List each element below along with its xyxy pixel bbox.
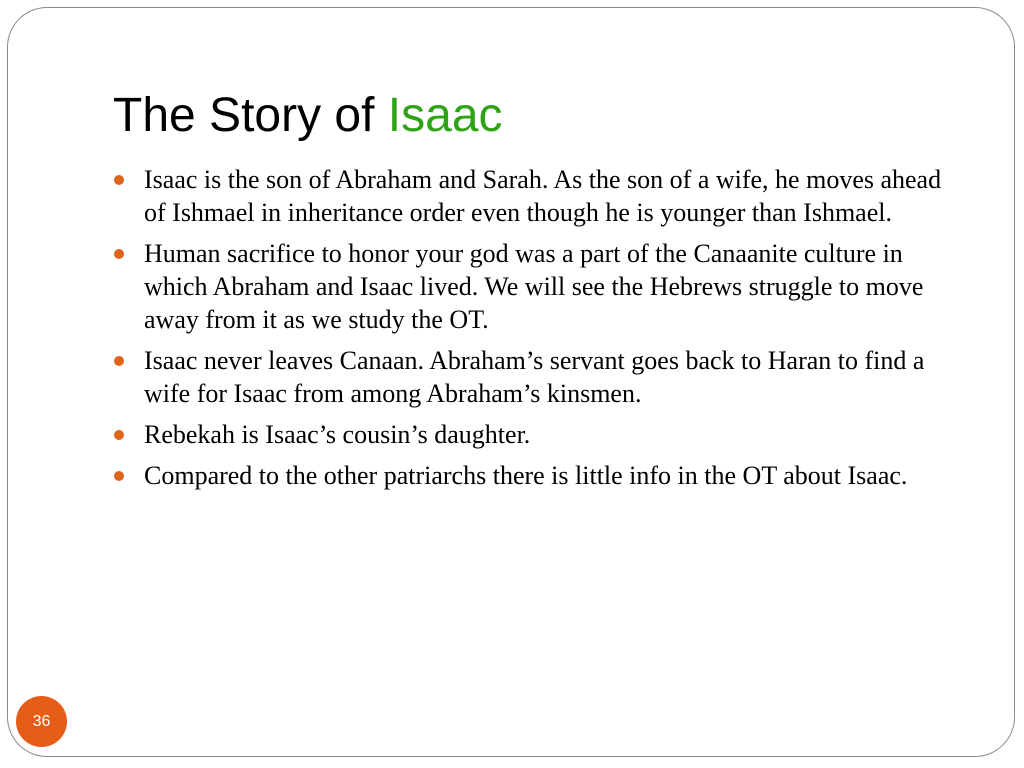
bullet-dot-icon bbox=[114, 430, 124, 440]
bullet-item bbox=[113, 237, 958, 336]
bullet-item bbox=[113, 418, 958, 451]
page-number-badge: 36 bbox=[16, 696, 67, 747]
bullet-text: Compared to the other patriarchs there is little info in the OT about Isaac. bbox=[144, 461, 908, 490]
bullet-item bbox=[113, 163, 958, 229]
bullet-item bbox=[113, 344, 958, 410]
bullet-list bbox=[113, 163, 958, 500]
bullet-dot-icon bbox=[114, 471, 124, 481]
bullet-text: Human sacrifice to honor your god was a part of the Canaanite culture in which Abraham and Isaac lived. We will see the Hebrews struggle to move away from it as we study the OT. bbox=[144, 239, 924, 334]
bullet-text: Isaac never leaves Canaan. Abraham’s servant goes back to Haran to find a wife for Isaac from among Abraham’s kinsmen. bbox=[144, 346, 925, 408]
bullet-text: Rebekah is Isaac’s cousin’s daughter. bbox=[144, 420, 531, 449]
bullet-item bbox=[113, 459, 958, 492]
bullet-text: Isaac is the son of Abraham and Sarah. As the son of a wife, he moves ahead of Ishmael in inheritance order even though he is younger than Ishmael. bbox=[144, 165, 942, 227]
bullet-dot-icon bbox=[114, 175, 124, 185]
slide-title bbox=[113, 84, 503, 148]
bullet-dot-icon bbox=[114, 249, 124, 259]
bullet-dot-icon bbox=[114, 356, 124, 366]
title-accent: Isaac bbox=[387, 89, 503, 142]
title-main: The Story of bbox=[113, 89, 388, 142]
